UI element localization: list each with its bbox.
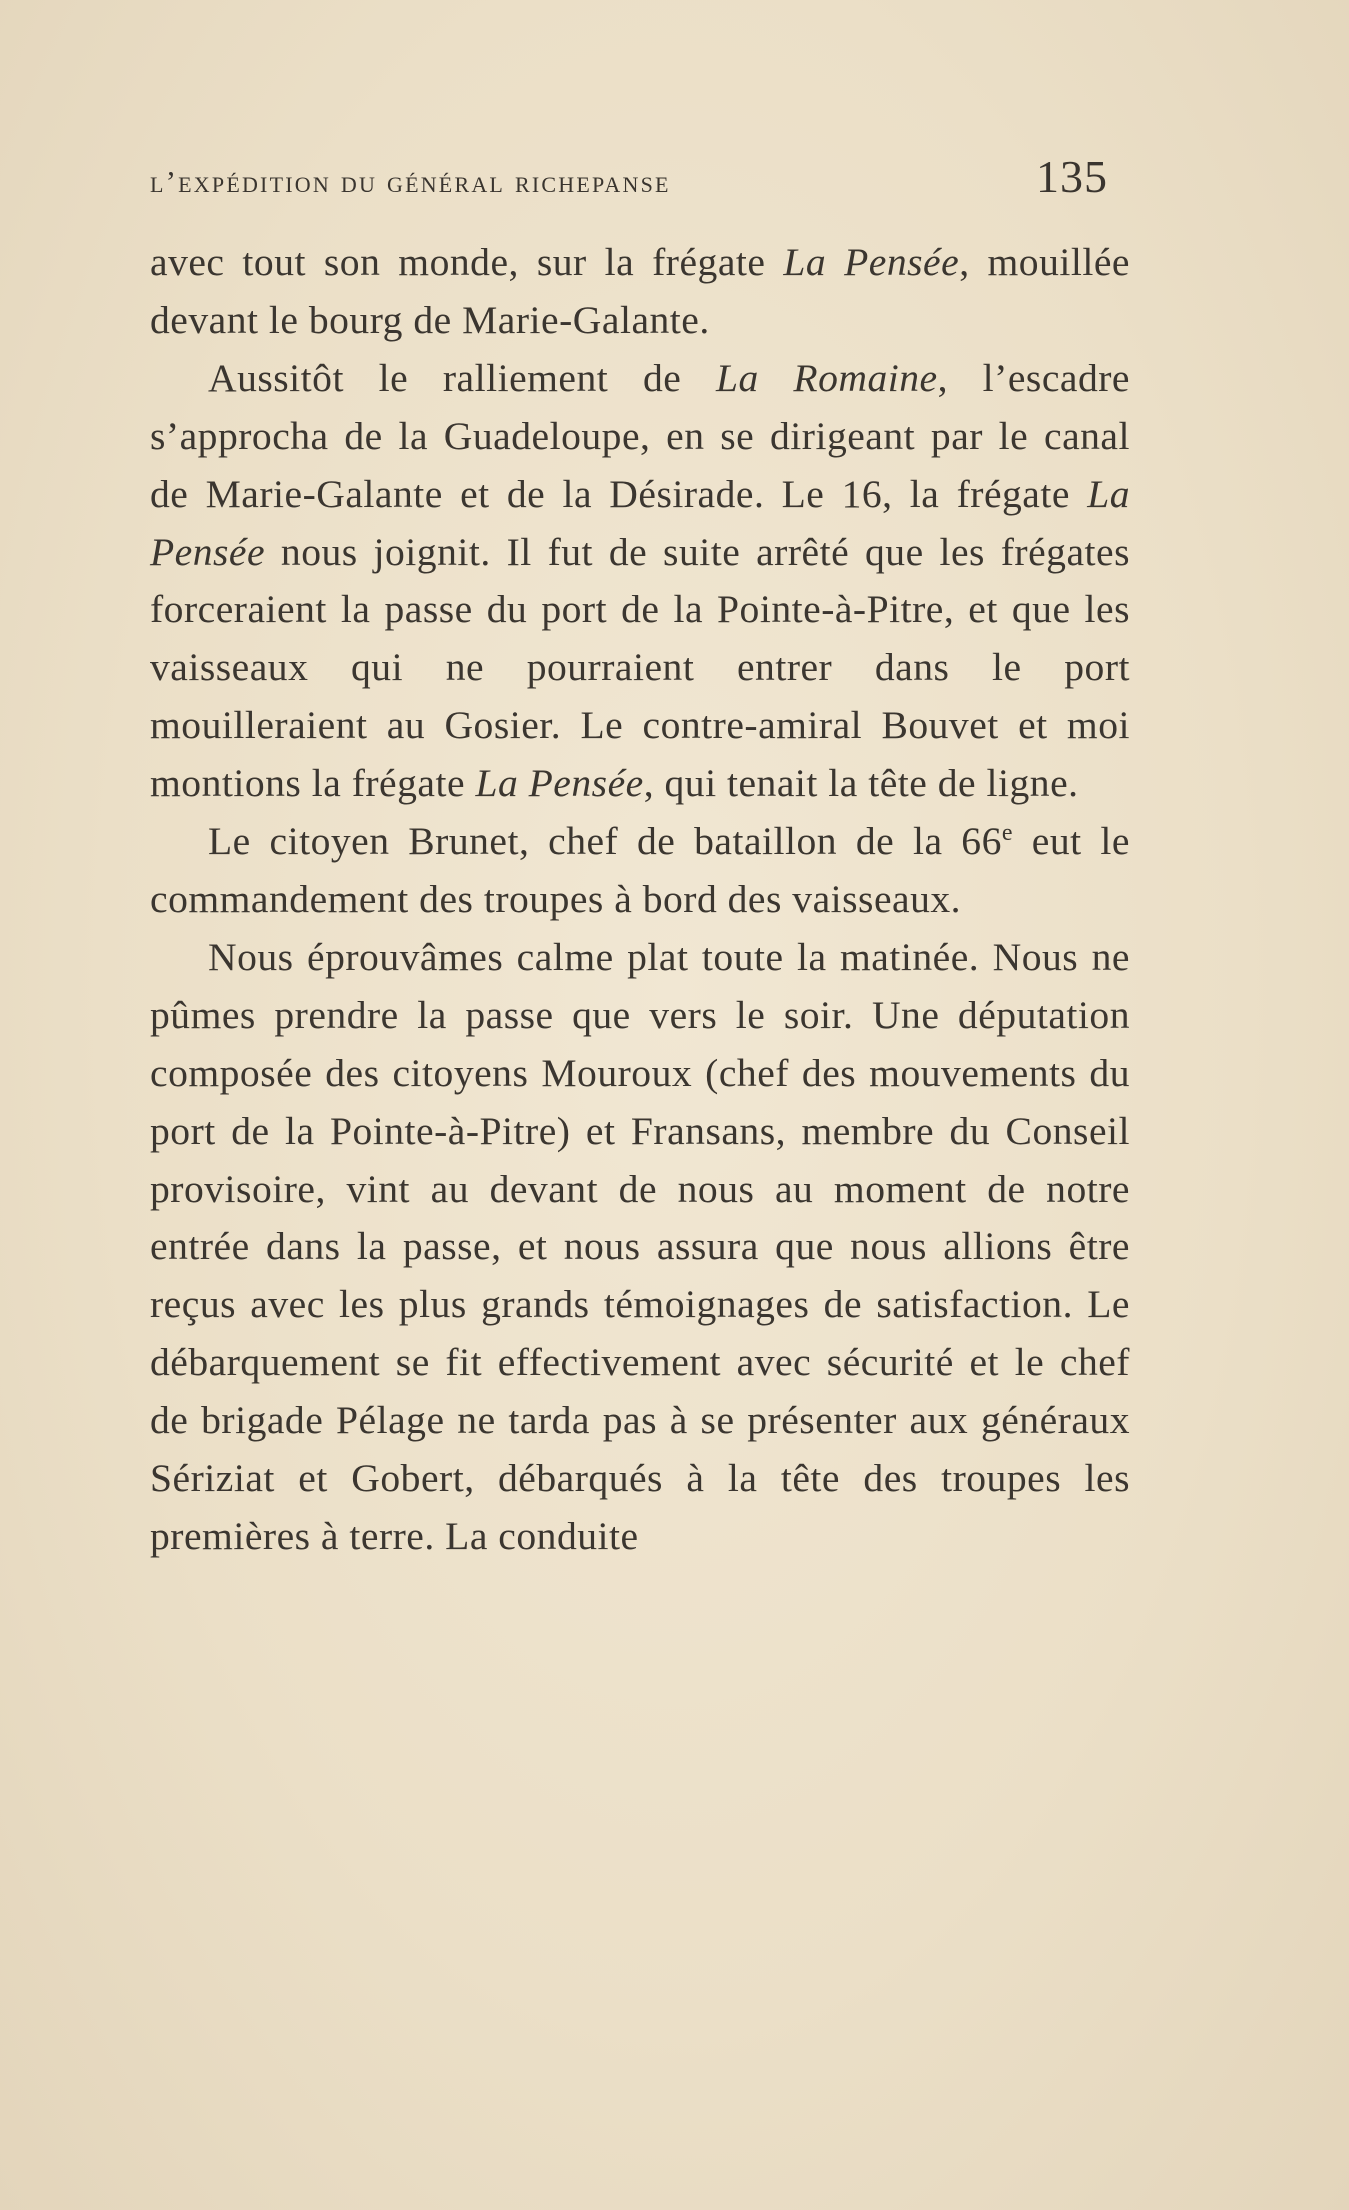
italic-title: La Pensée [783,240,960,284]
ordinal-superscript: e [1001,820,1014,847]
italic-title: La Pensée [150,471,1130,574]
paragraph [150,813,1130,929]
running-title: l’expédition du général richepanse [150,164,671,199]
text-run: eut le commandement des troupes à bord des vaisseaux. [150,819,1130,921]
paragraph [150,929,1130,1566]
text-run: nous joignit. Il fut de suite arrêté que les frégates forceraient la passe du port de la Pointe-à-Pitre, et que les vaisseaux qui ne pourraient entrer dans le port mouilleraient au Gosier. Le contre-amiral Bouvet et moi montions la frégate [150,529,1130,806]
body-text [150,234,1130,1566]
italic-title: La Pensée [475,761,644,806]
italic-title: La Romaine [715,355,938,400]
text-run: , mouillée devant le bourg de Marie-Galante. [150,240,1130,342]
page-number: 135 [1036,151,1108,202]
text-run: avec tout son monde, sur la frégate [150,240,784,284]
text-run: Aussitôt le ralliement de [208,355,716,400]
text-run: Le citoyen Brunet, chef de bataillon de la 66 [208,819,1002,864]
text-run: Nous éprouvâmes calme plat toute la matinée. Nous ne pûmes prendre la passe que vers le soir. Une députation composée des citoyens Mouroux (chef des mouvements du port de la Pointe-à-Pitre) et Fransans, membre du Conseil provisoire, vint au devant de nous au moment de notre entrée dans la passe, et nous assura que nous allions être reçus avec les plus grands témoignages de satisfaction. Le débarquement se fit effectivement avec sécurité et le chef de brigade Pélage ne tarda pas à se présenter aux généraux Sériziat et Gobert, débarqués à la tête des troupes les premières à terre. La conduite [150,934,1130,1558]
text-run: , qui tenait la tête de ligne. [643,761,1079,806]
paragraph [150,234,1130,350]
paragraph [150,350,1130,813]
running-head [150,150,1108,200]
text-run: , l’escadre s’approcha de la Guadeloupe, en se dirigeant par le canal de Marie-Galante et de la Désirade. Le 16, la frégate [150,355,1130,516]
